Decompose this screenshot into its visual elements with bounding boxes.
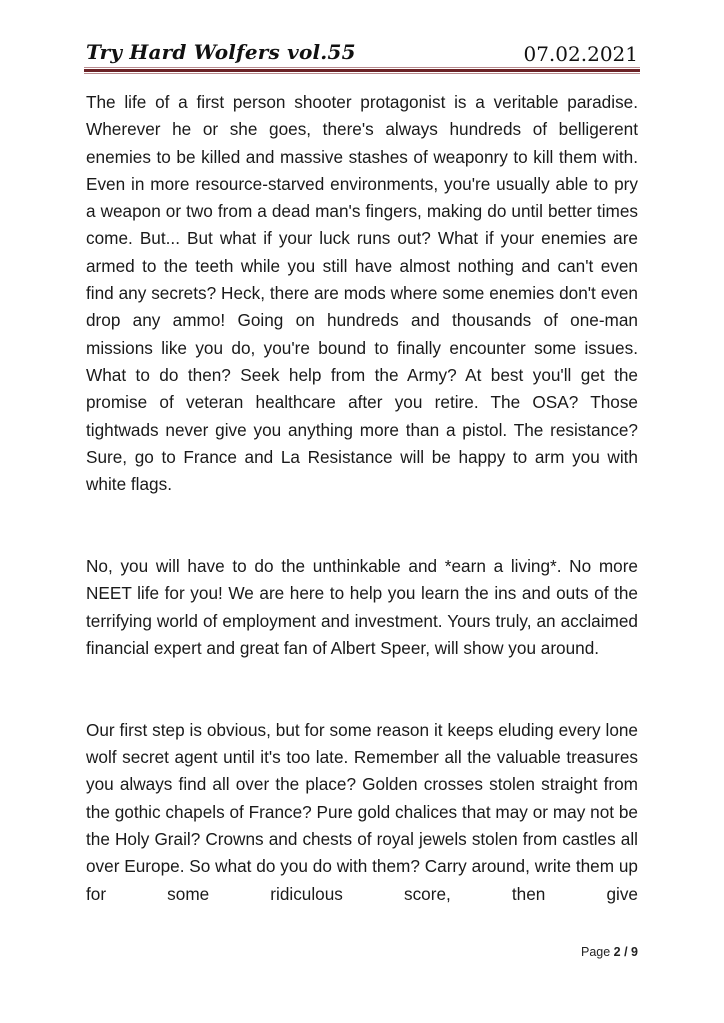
total-pages: 9 <box>631 945 638 959</box>
issue-date: 07.02.2021 <box>523 42 638 66</box>
paragraph-2: No, you will have to do the unthinkable and *earn a living*. No more NEET life for you! We are here to help you learn the ins and outs of the terrifying world of employment and investment. Yours truly, an acclaimed financial expert and great fan of Albert Speer, will show you around. <box>86 556 638 658</box>
page-separator: / <box>620 945 632 959</box>
paragraph-1: The life of a first person shooter protagonist is a veritable paradise. Wherever he or she goes, there's always hundreds of belligerent enemies to be killed and massive stashes of weaponry to kill them with. Even in more resource-starved environments, you're usually able to pry a weapon or two from a dead man's fingers, making do until better times come. But... But what if your luck runs out? What if your enemies are armed to the teeth while you still have almost nothing and can't even find any secrets? Heck, there are mods where some enemies don't even drop any ammo! Going on hundreds and thousands of one-man missions like you do, you're bound to finally encounter some issues. What to do then? Seek help from the Army? At best you'll get the promise of veteran healthcare after you retire. The OSA? Those tightwads never give you anything more than a pistol. The resistance? Sure, go to France and La Resistance will be happy to arm you with white flags. <box>86 92 638 495</box>
page-header <box>86 38 638 66</box>
page-number <box>581 945 638 959</box>
newsletter-title: Try Hard Wolfers vol.55 <box>86 40 356 64</box>
current-page: 2 <box>613 945 621 959</box>
header-divider <box>84 67 640 74</box>
page-label: Page <box>581 945 614 959</box>
paragraph-3: Our first step is obvious, but for some reason it keeps eluding every lone wolf secret agent until it's too late. Remember all the valuable treasures you always find all over the place? Golden crosses stolen straight from the gothic chapels of France? Pure gold chalices that may or may not be the Holy Grail? Crowns and chests of royal jewels stolen from castles all over Europe. So what do you do with them? Carry around, write them up for some ridiculous score, then give <box>86 719 638 904</box>
article-body <box>86 89 638 908</box>
